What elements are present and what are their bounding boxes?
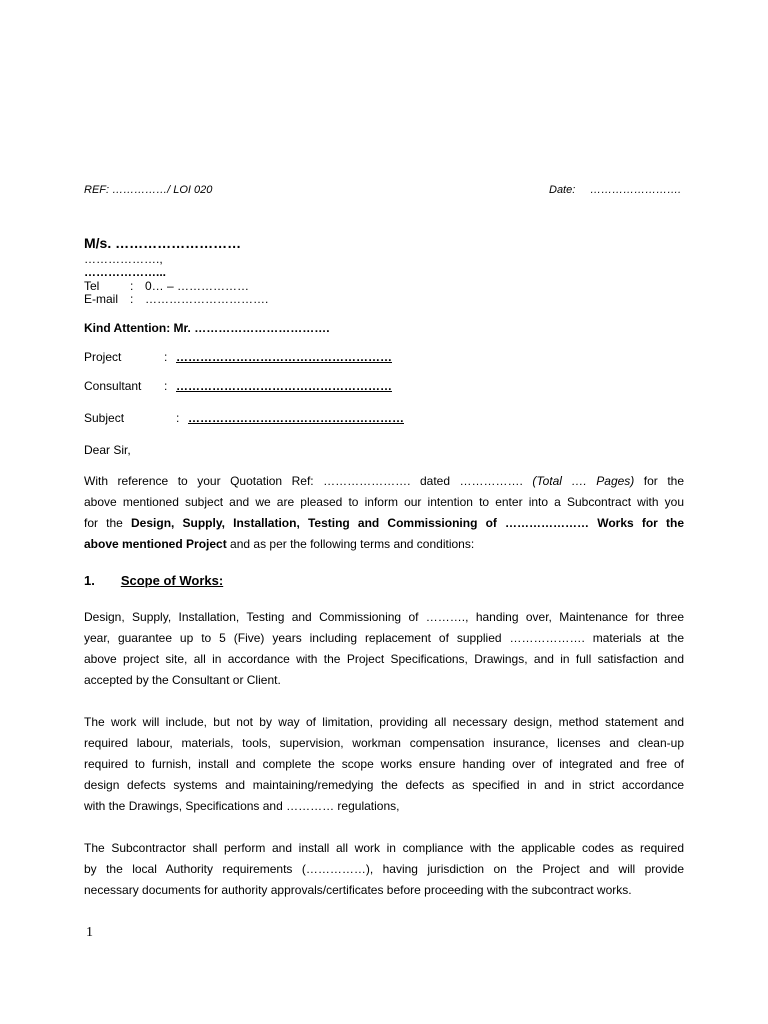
consultant-value: ………………………………………………: [176, 379, 392, 393]
para1-line: above project site, all in accordance with the Project Specifications, Drawings, and in full satisfaction and: [84, 652, 684, 666]
email-value: ………………………….: [145, 292, 269, 306]
para1-line: year, guarantee up to 5 (Five) years including replacement of supplied ………………. materials at the: [84, 631, 684, 645]
intro-line-2: above mentioned subject and we are pleased to inform our intention to enter into a Subcontract with you: [84, 495, 684, 509]
intro-line-4: [84, 534, 684, 555]
para1-line: Design, Supply, Installation, Testing and Commissioning of ………., handing over, Maintenance for three: [84, 610, 684, 624]
para2-line: with the Drawings, Specifications and ………… regulations,: [84, 799, 400, 813]
intro-project-bold: above mentioned Project: [84, 537, 227, 551]
intro-for-the: for the: [84, 516, 132, 530]
consultant-label: Consultant: [84, 379, 142, 393]
intro-paragraph: [84, 471, 684, 555]
kind-attention: Kind Attention: Mr. …………………………….: [84, 321, 330, 335]
para3-line: The Subcontractor shall perform and install all work in compliance with the applicable codes as required: [84, 841, 684, 855]
ref-number: REF: ……………/ LOI 020: [84, 184, 213, 196]
addressee-name: M/s. ………………………: [84, 235, 242, 251]
subject-sep: :: [176, 411, 180, 425]
project-label: Project: [84, 350, 122, 364]
para2-line: design defects systems and maintaining/remedying the defects as specified in and in strict accordance: [84, 778, 684, 792]
para2-line: The work will include, but not by way of limitation, providing all necessary design, method statement and: [84, 715, 684, 729]
intro-works-bold: Design, Supply, Installation, Testing and Commissioning of ………………… Works for the: [131, 516, 684, 530]
intro-text-a: With reference to your Quotation Ref: …………………. dated …………….: [84, 474, 533, 488]
intro-terms-text: and as per the following terms and conditions:: [226, 537, 475, 551]
page-number: 1: [86, 925, 93, 940]
project-sep: :: [164, 350, 168, 364]
para1-line: accepted by the Consultant or Client.: [84, 673, 281, 687]
email-sep: :: [130, 292, 134, 306]
date-value: …………………….: [590, 184, 682, 196]
intro-pages-note: (Total …. Pages): [532, 474, 635, 488]
project-value: ………………………………………………: [176, 350, 392, 364]
scope-paragraph-1: [84, 607, 684, 691]
intro-line-1: [84, 471, 684, 492]
section-heading-scope: [84, 573, 223, 588]
scope-paragraph-3: [84, 838, 684, 901]
subject-value: ………………………………………………: [188, 411, 404, 425]
consultant-sep: :: [164, 379, 168, 393]
section-number: 1.: [84, 573, 95, 588]
email-label: E-mail: [84, 292, 119, 306]
intro-line-3: [84, 513, 684, 534]
para2-line: required to furnish, install and complete the scope works ensure handing over of integrated and free of: [84, 757, 684, 771]
para3-line: by the local Authority requirements (……………), having jurisdiction on the Project and will provide: [84, 862, 684, 876]
intro-text-c: for the: [634, 474, 684, 488]
scope-paragraph-2: [84, 712, 684, 817]
para3-line: necessary documents for authority approvals/certificates before proceeding with the subcontract works.: [84, 883, 632, 897]
salutation: Dear Sir,: [84, 443, 131, 457]
tel-value: 0… – ………………: [145, 279, 250, 293]
address-line-1: ……………….,: [84, 252, 163, 266]
subject-label: Subject: [84, 411, 125, 425]
date-label: Date:: [549, 184, 576, 196]
tel-label: Tel: [84, 279, 100, 293]
address-line-2: ………………...: [84, 265, 167, 279]
section-title: Scope of Works:: [120, 573, 224, 588]
tel-sep: :: [130, 279, 134, 293]
para2-line: required labour, materials, tools, supervision, workman compensation insurance, licenses and clean-up: [84, 736, 684, 750]
